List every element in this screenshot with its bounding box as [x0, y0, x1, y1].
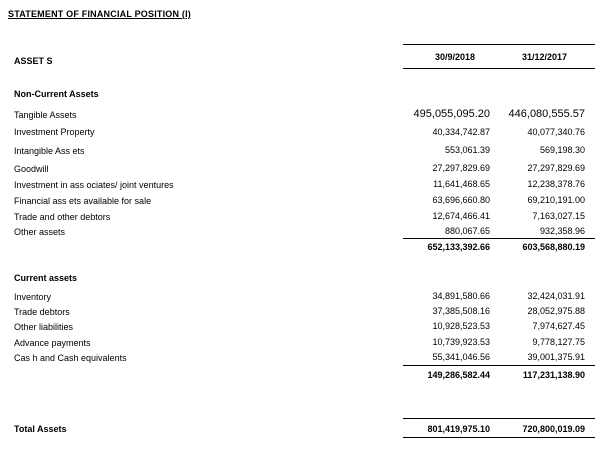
row-value-2018: 10,928,523.53 — [432, 321, 490, 331]
assets-label: ASSET S — [14, 56, 53, 66]
column-header-2018: 30/9/2018 — [434, 52, 475, 62]
section-heading-current: Current assets — [14, 273, 78, 283]
section-heading-non-current: Non-Current Assets — [14, 89, 99, 99]
subtotal-value-2017: 603,568,880.19 — [522, 242, 585, 252]
row-label: Investment Property — [14, 127, 95, 137]
total-bottom-rule — [403, 437, 595, 438]
row-value-2017: 569,198.30 — [539, 145, 585, 155]
row-value-2018: 37,385,508.16 — [432, 306, 490, 316]
row-value-2017: 27,297,829.69 — [527, 163, 585, 173]
row-label: Financial ass ets available for sale — [14, 196, 152, 206]
row-label: Other assets — [14, 227, 66, 237]
row-label: Advance payments — [14, 338, 91, 348]
row-label: Other liabilities — [14, 322, 74, 332]
row-value-2018: 12,674,466.41 — [432, 211, 490, 221]
row-value-2017: 28,052,975.88 — [527, 306, 585, 316]
subtotal-value-2017: 117,231,138.90 — [522, 370, 585, 380]
subtotal-rule — [403, 365, 595, 366]
total-assets-value-2018: 801,419,975.10 — [427, 424, 490, 434]
row-value-2017: 40,077,340.76 — [527, 127, 585, 137]
row-label: Goodwill — [14, 164, 49, 174]
row-value-2017: 446,080,555.57 — [508, 108, 585, 120]
row-value-2018: 55,341,046.56 — [432, 352, 490, 362]
row-value-2018: 34,891,580.66 — [432, 291, 490, 301]
row-label: Trade debtors — [14, 307, 70, 317]
row-value-2018: 40,334,742.87 — [432, 127, 490, 137]
subtotal-value-2018: 149,286,582.44 — [427, 370, 490, 380]
row-value-2018: 11,641,468.65 — [433, 179, 490, 189]
row-value-2018: 10,739,923.53 — [432, 337, 490, 347]
row-value-2017: 69,210,191.00 — [527, 195, 585, 205]
header-top-rule — [403, 44, 595, 45]
row-value-2018: 553,061.39 — [444, 145, 490, 155]
row-label: Cas h and Cash equivalents — [14, 353, 127, 363]
column-header-2017: 31/12/2017 — [521, 52, 567, 62]
row-value-2017: 32,424,031.91 — [527, 291, 585, 301]
row-value-2017: 7,974,627.45 — [532, 321, 585, 331]
total-assets-value-2017: 720,800,019.09 — [522, 424, 585, 434]
row-label: Investment in ass ociates/ joint ventures — [14, 180, 174, 190]
row-value-2018: 880,067.65 — [444, 226, 490, 236]
total-top-rule — [403, 418, 595, 419]
row-value-2018: 63,696,660.80 — [432, 195, 490, 205]
subtotal-rule — [403, 238, 595, 239]
row-value-2018: 495,055,095.20 — [413, 108, 490, 120]
row-label: Inventory — [14, 292, 52, 302]
row-label: Tangible Assets — [14, 110, 77, 120]
row-label: Intangible Ass ets — [14, 146, 85, 156]
subtotal-value-2018: 652,133,392.66 — [427, 242, 490, 252]
row-label: Trade and other debtors — [14, 212, 111, 222]
row-value-2017: 9,778,127.75 — [532, 337, 585, 347]
page-title: STATEMENT OF FINANCIAL POSITION (I) — [8, 9, 191, 19]
row-value-2017: 39,001,375.91 — [527, 352, 585, 362]
row-value-2017: 932,358.96 — [539, 226, 585, 236]
header-bottom-rule — [403, 68, 595, 69]
row-value-2018: 27,297,829.69 — [432, 163, 490, 173]
row-value-2017: 7,163,027.15 — [532, 211, 585, 221]
row-value-2017: 12,238,378.76 — [527, 179, 585, 189]
total-assets-label: Total Assets — [14, 424, 67, 434]
